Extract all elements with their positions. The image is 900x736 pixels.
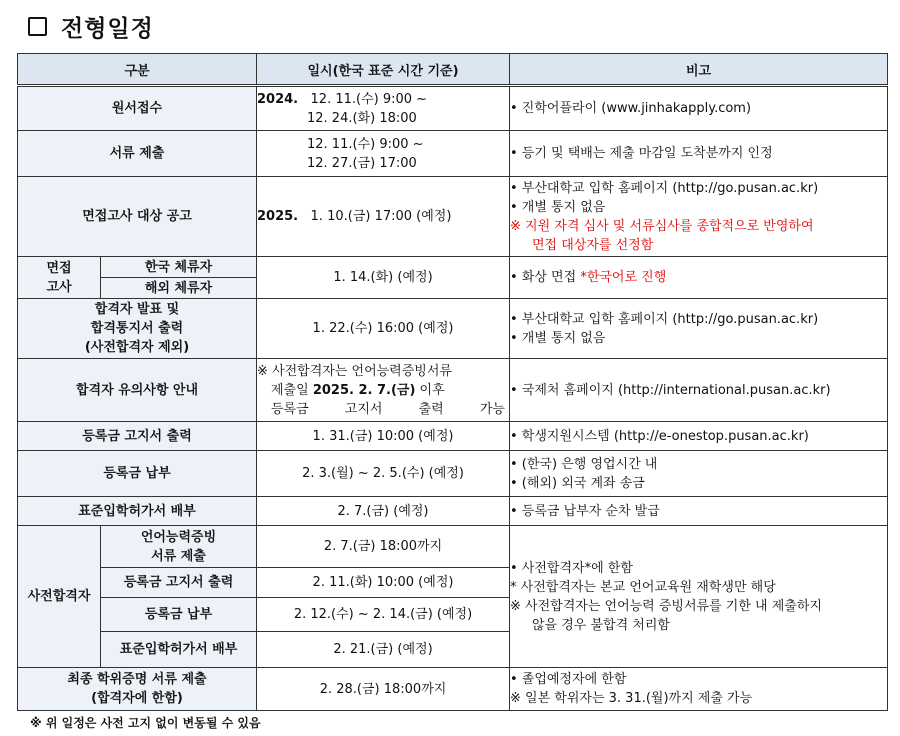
pre-date-invoice: 2. 11.(화) 10:00 (예정) [257,568,510,598]
row-label-application: 원서접수 [18,86,257,131]
row-note-guidance: • 국제처 홈페이지 (http://international.pusan.ac.kr) [510,359,888,422]
row-label-payment: 등록금 납부 [18,451,257,497]
row-label-result: 합격자 발표 및 합격통지서 출력 (사전합격자 제외) [18,299,257,359]
row-label-admission-letter: 표준입학허가서 배부 [18,497,257,526]
row-note-documents: • 등기 및 택배는 제출 마감일 도착분까지 인정 [510,131,888,177]
row-sublabel-overseas-resident: 해외 체류자 [101,278,257,299]
pre-sublabel-admission-letter: 표준입학허가서 배부 [101,632,257,668]
row-label-documents: 서류 제출 [18,131,257,177]
table-row [18,497,888,526]
row-note-final-degree: • 졸업예정자에 한함 ※ 일본 학위자는 3. 31.(월)까지 제출 가능 [510,668,888,711]
pre-note: • 사전합격자*에 한함 * 사전합격자는 본교 언어교육원 재학생만 해당 ※ 사전합격자는 언어능력 증빙서류를 기한 내 제출하지 않을 경우 불합격 처리함 [510,526,888,668]
row-note-result: • 부산대학교 입학 홈페이지 (http://go.pusan.ac.kr) • 개별 통지 없음 [510,299,888,359]
table-row [18,668,888,711]
row-label-invoice: 등록금 고지서 출력 [18,422,257,451]
row-date-final-degree: 2. 28.(금) 18:00까지 [257,668,510,711]
row-date-invoice: 1. 31.(금) 10:00 (예정) [257,422,510,451]
header-datetime: 일시(한국 표준 시간 기준) [257,54,510,86]
row-note-invoice: • 학생지원시스템 (http://e-onestop.pusan.ac.kr) [510,422,888,451]
square-bullet-icon [28,17,47,36]
header-note: 비고 [510,54,888,86]
row-note-payment: • (한국) 은행 영업시간 내 • (해외) 외국 계좌 송금 [510,451,888,497]
table-row [18,257,888,278]
table-header-row [18,54,888,86]
table-row [18,86,888,131]
section-title: 전형일정 [61,15,154,42]
section-heading [28,8,154,44]
table-row [18,177,888,257]
row-label-pre-admitted: 사전합격자 [18,526,101,668]
row-label-final-degree: 최종 학위증명 서류 제출 (합격자에 한함) [18,668,257,711]
row-sublabel-korea-resident: 한국 체류자 [101,257,257,278]
pre-date-payment: 2. 12.(수) ~ 2. 14.(금) (예정) [257,598,510,632]
pre-date-language-docs: 2. 7.(금) 18:00까지 [257,526,510,568]
row-date-payment: 2. 3.(월) ~ 2. 5.(수) (예정) [257,451,510,497]
pre-sublabel-invoice: 등록금 고지서 출력 [101,568,257,598]
row-date-interview-notice: 2025. 1. 10.(금) 17:00 (예정) [257,177,510,257]
table-row [18,359,888,422]
table-row [18,451,888,497]
row-date-admission-letter: 2. 7.(금) (예정) [257,497,510,526]
footnote: ※ 위 일정은 사전 고지 없이 변동될 수 있음 [30,716,261,730]
pre-sublabel-payment: 등록금 납부 [101,598,257,632]
row-date-documents: 12. 11.(수) 9:00 ~ 12. 27.(금) 17:00 [257,131,510,177]
row-date-application: 2024. 12. 11.(수) 9:00 ~ 12. 24.(화) 18:00 [257,86,510,131]
row-label-guidance: 합격자 유의사항 안내 [18,359,257,422]
row-date-interview: 1. 14.(화) (예정) [257,257,510,299]
table-row [18,131,888,177]
row-label-interview: 면접 고사 [18,257,101,299]
header-category: 구분 [18,54,257,86]
schedule-table [17,53,888,711]
table-row [18,526,888,568]
table-row [18,422,888,451]
pre-date-admission-letter: 2. 21.(금) (예정) [257,632,510,668]
table-row [18,299,888,359]
row-date-result: 1. 22.(수) 16:00 (예정) [257,299,510,359]
row-note-admission-letter: • 등록금 납부자 순차 발급 [510,497,888,526]
row-note-interview: • 화상 면접 *한국어로 진행 [510,257,888,299]
row-label-interview-notice: 면접고사 대상 공고 [18,177,257,257]
row-note-interview-notice: • 부산대학교 입학 홈페이지 (http://go.pusan.ac.kr) • 개별 통지 없음 ※ 지원 자격 심사 및 서류심사를 종합적으로 반영하여 면접 대상자를 선정함 [510,177,888,257]
row-note-application: • 진학어플라이 (www.jinhakapply.com) [510,86,888,131]
pre-sublabel-language-docs: 언어능력증빙 서류 제출 [101,526,257,568]
row-date-guidance: ※ 사전합격자는 언어능력증빙서류 제출일 2025. 2. 7.(금) 이후 등록금 고지서 출력 가능 [257,359,510,422]
